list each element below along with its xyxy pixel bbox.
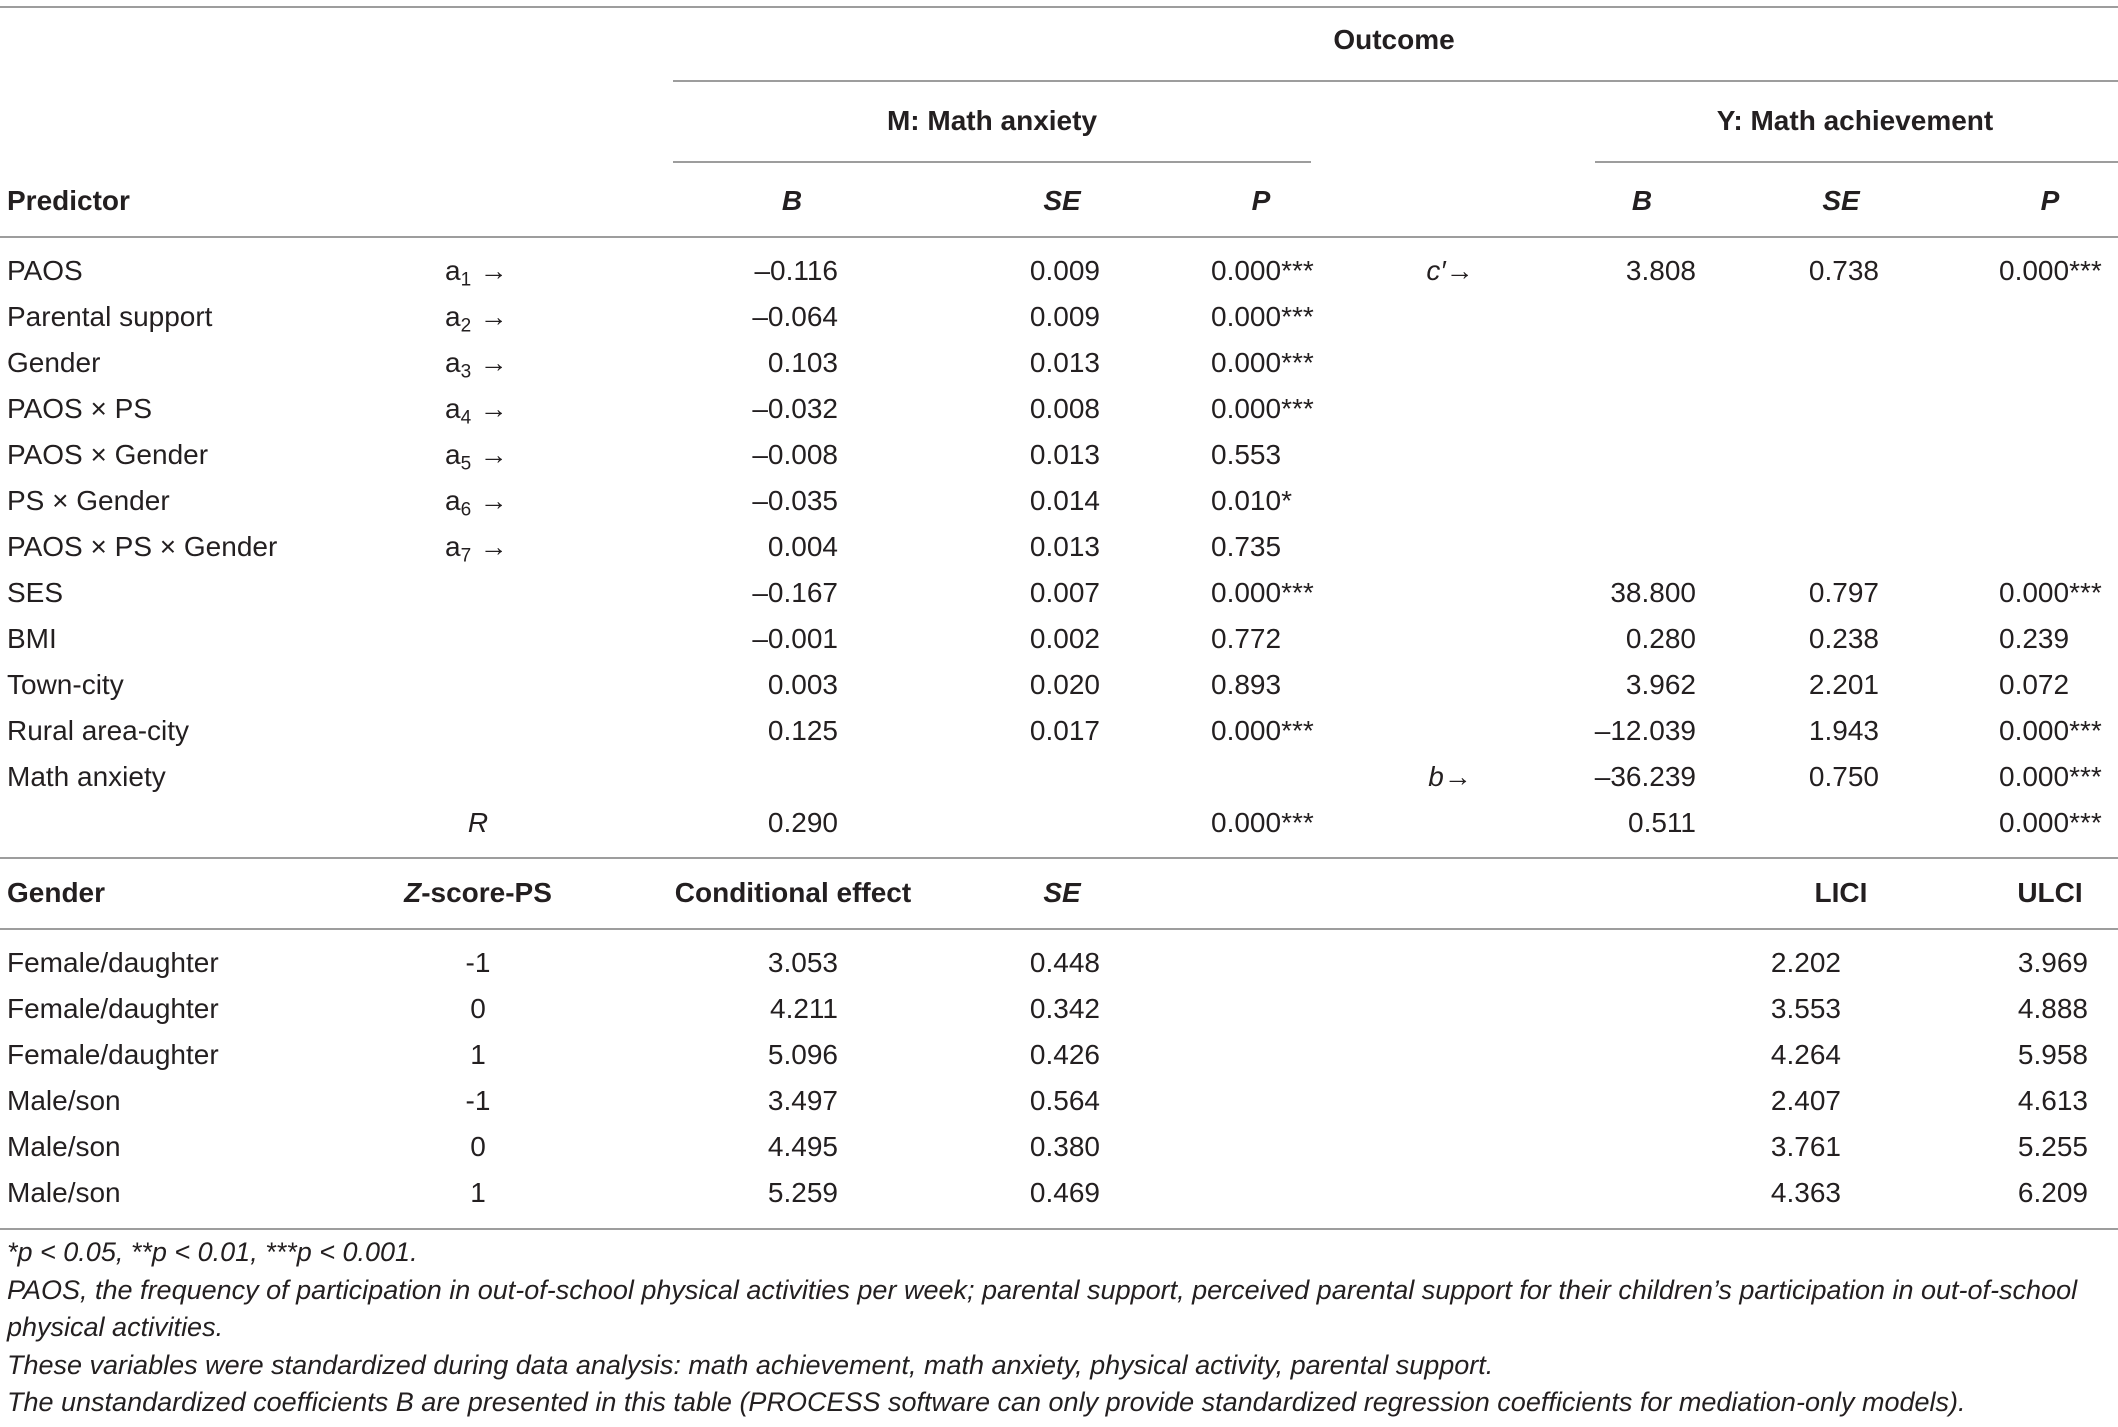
predictor-name: Parental support	[7, 301, 213, 332]
mediator-p-value: 0.000***	[1211, 807, 1314, 838]
table-row	[0, 478, 2118, 524]
gender-cell: Female/daughter	[7, 947, 219, 978]
column-header-row	[0, 178, 2118, 224]
table-row	[0, 432, 2118, 478]
path-arrow: →	[479, 531, 508, 562]
mediator-se-value: 0.008	[1029, 393, 1100, 424]
lici-cell: 2.407	[1770, 1085, 1841, 1116]
outcome-b-value: 3.962	[1625, 669, 1696, 700]
mediator-se-value: 0.007	[1029, 577, 1100, 608]
gender-cell: Female/daughter	[7, 993, 219, 1024]
outcome-header: Outcome	[1333, 24, 1455, 55]
predictor-name: PAOS × PS × Gender	[7, 531, 278, 562]
lici-cell: 3.761	[1770, 1131, 1841, 1162]
table-row	[0, 940, 2118, 986]
mediator-path-label	[445, 524, 508, 570]
conditional-se-header: SE	[1043, 877, 1081, 908]
mediator-group-rule	[673, 161, 1311, 163]
ulci-cell: 4.613	[2017, 1085, 2088, 1116]
mediator-b-value: –0.035	[752, 485, 838, 516]
table-row	[0, 708, 2118, 754]
path-symbol: a	[445, 347, 461, 378]
outcome-p-value: 0.000***	[1999, 715, 2102, 746]
path-subscript: 7	[460, 545, 472, 567]
mediator-se-value: 0.020	[1029, 669, 1100, 700]
table-row	[0, 1032, 2118, 1078]
path-arrow: →	[479, 485, 508, 516]
path-arrow: →	[479, 393, 508, 424]
conditional-se-cell: 0.448	[1029, 947, 1100, 978]
mediator-p-value: 0.000***	[1211, 577, 1314, 608]
z-score-header	[328, 870, 628, 916]
mediator-b-value: 0.103	[767, 347, 838, 378]
outcome-p-header: P	[2040, 185, 2060, 216]
top-rule	[0, 6, 2118, 8]
mediator-path-label	[445, 432, 508, 478]
outcome-se-value: 0.738	[1808, 255, 1879, 286]
predictor-name: Gender	[7, 347, 101, 378]
regression-table-body	[0, 248, 2118, 846]
outcome-b-value: –36.239	[1594, 761, 1696, 792]
gender-cell: Male/son	[7, 1085, 121, 1116]
mediator-p-value: 0.000***	[1211, 255, 1314, 286]
path-symbol: a	[445, 439, 461, 470]
z-score-header-z: Z	[404, 877, 422, 908]
z-score-cell: -1	[465, 1085, 491, 1116]
mediator-b-header: B	[781, 185, 803, 216]
mediator-se-value: 0.013	[1029, 347, 1100, 378]
mediator-p-value: 0.000***	[1211, 347, 1314, 378]
mediator-se-value: 0.014	[1029, 485, 1100, 516]
outcome-p-value: 0.000***	[1999, 577, 2102, 608]
path-arrow: →	[479, 255, 508, 286]
conditional-se-cell: 0.426	[1029, 1039, 1100, 1070]
coefficient-footnote: The unstandardized coefficients B are presented in this table (PROCESS software can only provide standardized regression coefficients for mediation-only models).	[7, 1387, 1966, 1418]
path-subscript: 3	[460, 361, 472, 383]
mediator-se-value: 0.013	[1029, 531, 1100, 562]
ulci-cell: 4.888	[2017, 993, 2088, 1024]
mediator-b-value: –0.064	[752, 301, 838, 332]
table-row	[0, 1170, 2118, 1216]
conditional-effect-header: Conditional effect	[674, 877, 912, 908]
conditional-effect-cell: 5.259	[767, 1177, 838, 1208]
outcome-b-value: 3.808	[1625, 255, 1696, 286]
mediator-path-label	[445, 478, 508, 524]
table-row	[0, 1124, 2118, 1170]
mediator-p-value: 0.893	[1211, 669, 1282, 700]
outcome-se-header: SE	[1822, 185, 1860, 216]
section-rule	[0, 857, 2118, 859]
table-row	[0, 616, 2118, 662]
mediator-path-label	[445, 340, 508, 386]
path-subscript: 2	[460, 315, 472, 337]
z-score-cell: 1	[470, 1177, 486, 1208]
mediator-p-value: 0.010*	[1211, 485, 1292, 516]
ulci-cell: 3.969	[2017, 947, 2088, 978]
header-rule	[0, 236, 2118, 238]
outcome-p-value: 0.000***	[1999, 807, 2102, 838]
path-symbol: c′	[1426, 255, 1446, 286]
path-symbol: b	[1428, 761, 1444, 792]
mediator-p-value: 0.000***	[1211, 301, 1314, 332]
conditional-se-cell: 0.380	[1029, 1131, 1100, 1162]
predictor-name: PAOS × Gender	[7, 439, 209, 470]
conditional-header-rule	[0, 928, 2118, 930]
mediator-p-value: 0.000***	[1211, 715, 1314, 746]
path-arrow: →	[1443, 761, 1472, 792]
outcome-rule	[673, 80, 2118, 82]
mediator-b-value: –0.116	[754, 255, 838, 286]
standardization-footnote: These variables were standardized during data analysis: math achievement, math anxiety, physical activity, parental support.	[7, 1349, 1494, 1380]
lici-cell: 2.202	[1770, 947, 1841, 978]
outcome-group-rule	[1595, 161, 2118, 163]
mediator-b-value: –0.167	[752, 577, 838, 608]
mediator-b-value: 0.003	[767, 669, 838, 700]
predictor-name: Town-city	[7, 669, 124, 700]
outcome-se-value: 0.750	[1808, 761, 1879, 792]
ulci-cell: 6.209	[2017, 1177, 2088, 1208]
path-symbol: a	[445, 393, 461, 424]
gender-cell: Male/son	[7, 1177, 121, 1208]
mediator-b-value: 0.290	[767, 807, 838, 838]
mediator-p-value: 0.772	[1211, 623, 1282, 654]
predictor-name: BMI	[7, 623, 57, 654]
table-row	[0, 1078, 2118, 1124]
predictor-name: PS × Gender	[7, 485, 170, 516]
lici-header: LICI	[1814, 877, 1868, 908]
outcome-p-value: 0.000***	[1999, 255, 2102, 286]
conditional-effect-cell: 5.096	[767, 1039, 838, 1070]
table-row	[0, 340, 2118, 386]
mediator-se-value: 0.017	[1029, 715, 1100, 746]
outcome-b-value: –12.039	[1594, 715, 1696, 746]
mediator-path-label	[445, 386, 508, 432]
ulci-header: ULCI	[2017, 877, 2083, 908]
outcome-b-value: 0.511	[1628, 807, 1696, 838]
conditional-header-row	[0, 870, 2118, 916]
lici-cell: 4.363	[1770, 1177, 1841, 1208]
conditional-effect-cell: 4.211	[770, 993, 838, 1024]
path-subscript: 1	[460, 269, 472, 291]
mediator-path-label	[445, 294, 508, 340]
outcome-p-value: 0.000***	[1999, 761, 2102, 792]
conditional-se-cell: 0.564	[1029, 1085, 1100, 1116]
mediator-p-value: 0.553	[1211, 439, 1282, 470]
conditional-se-cell: 0.469	[1029, 1177, 1100, 1208]
path-symbol: a	[445, 301, 461, 332]
ulci-cell: 5.255	[2017, 1131, 2088, 1162]
conditional-effect-cell: 3.497	[767, 1085, 838, 1116]
outcome-path-label	[1400, 754, 1500, 800]
path-arrow: →	[1445, 255, 1474, 286]
table-row	[0, 662, 2118, 708]
gender-cell: Male/son	[7, 1131, 121, 1162]
model-fit-label: R	[467, 807, 489, 838]
table-row	[0, 986, 2118, 1032]
lici-cell: 4.264	[1770, 1039, 1841, 1070]
mediator-se-header: SE	[1043, 185, 1081, 216]
lici-cell: 3.553	[1770, 993, 1841, 1024]
outcome-p-value: 0.239	[1999, 623, 2070, 654]
path-subscript: 6	[460, 499, 472, 521]
outcome-se-value: 1.943	[1808, 715, 1879, 746]
abbreviation-footnote: PAOS, the frequency of participation in out-of-school physical activities per week; parental support, perceived parental support for their children’s participation in out-of-school physical activities.	[7, 1274, 2078, 1343]
significance-footnote: *p < 0.05, **p < 0.01, ***p < 0.001.	[7, 1237, 418, 1267]
mediator-group-header: M: Math anxiety	[886, 105, 1098, 136]
path-symbol: a	[445, 485, 461, 516]
mediator-se-value: 0.009	[1029, 301, 1100, 332]
conditional-effect-cell: 3.053	[767, 947, 838, 978]
z-score-cell: 0	[470, 1131, 486, 1162]
table-row	[0, 248, 2118, 294]
path-arrow: →	[479, 301, 508, 332]
table-row	[0, 800, 2118, 846]
outcome-se-value: 0.797	[1808, 577, 1879, 608]
mediator-se-value: 0.013	[1029, 439, 1100, 470]
outcome-b-header: B	[1631, 185, 1653, 216]
mediator-b-value: –0.001	[752, 623, 838, 654]
path-arrow: →	[479, 439, 508, 470]
predictor-name: PAOS	[7, 255, 83, 286]
conditional-se-cell: 0.342	[1029, 993, 1100, 1024]
path-subscript: 4	[460, 407, 472, 429]
outcome-se-value: 2.201	[1808, 669, 1879, 700]
path-arrow: →	[479, 347, 508, 378]
outcome-se-value: 0.238	[1808, 623, 1879, 654]
table-row	[0, 294, 2118, 340]
mediator-path-label	[445, 248, 508, 294]
outcome-group-header: Y: Math achievement	[1716, 105, 1994, 136]
outcome-b-value: 38.800	[1610, 577, 1696, 608]
predictor-name: Math anxiety	[7, 761, 166, 792]
ulci-cell: 5.958	[2017, 1039, 2088, 1070]
mediator-b-value: –0.008	[752, 439, 838, 470]
outcome-b-value: 0.280	[1625, 623, 1696, 654]
predictor-name: SES	[7, 577, 64, 608]
mediator-p-value: 0.735	[1211, 531, 1282, 562]
outcome-path-label	[1400, 248, 1500, 294]
z-score-header-rest: -score-PS	[421, 877, 552, 908]
table-row	[0, 524, 2118, 570]
outcome-header-row	[0, 17, 2118, 63]
predictor-header: Predictor	[7, 185, 130, 216]
mediator-p-value: 0.000***	[1211, 393, 1314, 424]
mediator-b-value: 0.004	[767, 531, 838, 562]
bottom-rule	[0, 1228, 2118, 1230]
mediator-se-value: 0.009	[1029, 255, 1100, 286]
group-header-row	[0, 98, 2118, 144]
z-score-cell: -1	[465, 947, 491, 978]
path-symbol: a	[445, 255, 461, 286]
table-footnotes	[7, 1234, 2111, 1422]
conditional-effects-body	[0, 940, 2118, 1216]
mediator-se-value: 0.002	[1029, 623, 1100, 654]
mediator-b-value: –0.032	[752, 393, 838, 424]
conditional-effect-cell: 4.495	[767, 1131, 838, 1162]
predictor-name: Rural area-city	[7, 715, 190, 746]
gender-header: Gender	[7, 877, 106, 908]
gender-cell: Female/daughter	[7, 1039, 219, 1070]
predictor-name: PAOS × PS	[7, 393, 152, 424]
z-score-cell: 1	[470, 1039, 486, 1070]
mediator-b-value: 0.125	[767, 715, 838, 746]
table-row	[0, 754, 2118, 800]
table-row	[0, 570, 2118, 616]
path-symbol: a	[445, 531, 461, 562]
path-subscript: 5	[460, 453, 472, 475]
table-row	[0, 386, 2118, 432]
outcome-p-value: 0.072	[1999, 669, 2070, 700]
mediator-p-header: P	[1251, 185, 1271, 216]
z-score-cell: 0	[470, 993, 486, 1024]
